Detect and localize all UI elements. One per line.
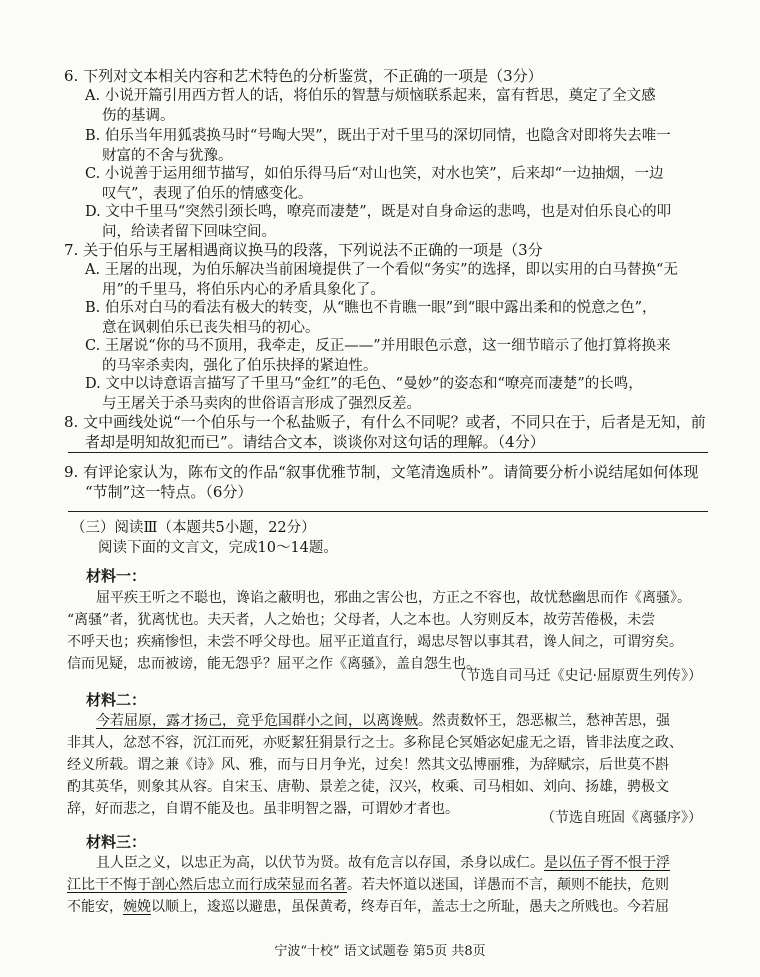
question-7-option-a [85, 260, 678, 300]
question-7-stem: 7. 关于伯乐与王屠相遇商议换马的段落，下列说法不正确的一项是（3分 [64, 241, 543, 259]
option-line-1: B. 伯乐对白马的看法有极大的转变，从“瞧也不肯瞧一眼”到“眼中露出柔和的悦意之色”， [85, 300, 657, 316]
material-2-line: 辞，好而悲之，自谓不能及也。虽非明智之器，可谓妙才者也。 [67, 801, 459, 817]
question-9-line-1: 9. 有评论家认为，陈布文的作品“叙事优雅节制，文笔清逸质朴”。请简要分析小说结尾如何体现 [64, 463, 699, 481]
material-2-title: 材料二： [86, 691, 147, 709]
question-7-option-c [85, 336, 671, 376]
option-line-1: C. 王屠说“你的马不顶用，我牵走，反正——”并用眼色示意，这一细节暗示了他打算将换来 [85, 338, 671, 354]
material-2-line: 经义所载。谓之兼《诗》风、雅，而与日月争光，过矣！然其文弘博丽雅，为辞赋宗，后世莫不斟 [67, 757, 669, 773]
section-3-heading: （三）阅读Ⅲ（本题共5小题，22分） [71, 520, 316, 536]
material-3-line-3-rest: 以顺上，逡巡以避患，虽保黄耇，终寿百年，盖志士之所耻，愚夫之所贱也。今若屈 [151, 899, 669, 915]
question-8-line-1: 8. 文中画线处说“一个伯乐与一个私盐贩子，有什么不同呢？或者，不同只在于，后者是无知，前 [64, 413, 706, 431]
page-footer: 宁波“十校” 语文试题卷 第5页 共8页 [274, 944, 486, 959]
question-7-option-b [85, 298, 657, 338]
question-7-option-d [85, 374, 643, 414]
material-2-line-1 [96, 710, 670, 732]
option-line-2: 与王屠关于杀马卖肉的世俗语言形成了强烈反差。 [102, 396, 421, 412]
option-line-1: A. 王屠的出现，为伯乐解决当前困境提供了一个看似“务实”的选择，即以实用的白马替换“无 [85, 262, 678, 278]
option-line-2: 用”的千里马，将伯乐内心的矛盾具象化了。 [102, 282, 385, 298]
material-2-line-1-rest: 。然责数怀王，怨恶椒兰，愁神苦思，强 [418, 713, 670, 729]
option-line-2: 叹气”，表现了伯乐的情感变化。 [102, 186, 313, 202]
material-3-underlined-sentence: 是以伍子胥不恨于浮 [544, 855, 670, 871]
question-6-option-c [85, 164, 664, 204]
option-line-2: 的马宰杀卖肉，强化了伯乐抉择的紧迫性。 [102, 358, 378, 374]
option-line-1: A. 小说开篇引用西方哲人的话，将伯乐的智慧与烦恼联系起来，富有哲思，奠定了全文感 [85, 88, 656, 104]
question-6-stem: 6. 下列对文本相关内容和艺术特色的分析鉴赏，不正确的一项是（3分） [64, 67, 543, 85]
option-line-2: 财富的不舍与犹豫。 [102, 148, 233, 164]
material-3-title: 材料三： [86, 833, 147, 851]
material-3-underlined-sentence: 江比干不悔于剖心然后忠立而行成荣显而名著 [67, 877, 347, 893]
material-1-title: 材料一： [86, 567, 147, 585]
material-1-line: 信而见疑，忠而被谤，能无怨乎？屈平之作《离骚》，盖自怨生也。 [67, 656, 480, 672]
material-3-line-3 [67, 896, 669, 918]
option-line-1: D. 文中千里马“突然引颈长鸣，嘹亮而凄楚”，既是对自身命运的悲鸣，也是对伯乐良心的叩 [85, 204, 672, 220]
question-6-option-d [85, 202, 671, 242]
question-8 [64, 412, 706, 452]
question-9 [64, 462, 698, 502]
option-line-2: 意在讽刺伯乐已丧失相马的初心。 [102, 320, 320, 336]
material-1-source: （节选自司马迁《史记·屈原贾生列传》） [452, 668, 702, 684]
option-line-1: B. 伯乐当年用狐裘换马时“号啕大哭”，既出于对千里马的深切同情，也隐含对即将失去唯一 [85, 128, 671, 144]
material-3-line-2-rest: 。若夫怀道以迷国，详愚而不言，颠则不能扶，危则 [347, 877, 669, 893]
answer-line [68, 511, 708, 512]
section-3-instruction: 阅读下面的文言文，完成10～14题。 [98, 540, 338, 556]
material-1-line: 屈平疾王听之不聪也，谗谄之蔽明也，邪曲之害公也，方正之不容也，故忧愁幽思而作《离骚》。 [96, 590, 691, 606]
option-line-2: 问，给读者留下回味空间。 [102, 224, 276, 240]
question-8-line-2: 者却是明知故犯而已”。请结合文本，谈谈你对这句话的理解。（4分） [85, 433, 545, 451]
material-1-line: “离骚”者，犹离忧也。夫天者，人之始也；父母者，人之本也。人穷则反本，故劳苦倦极，未尝 [67, 612, 656, 628]
material-3-line-3-text: 不能安， [67, 899, 123, 915]
material-3-line-1-text: 且人臣之义，以忠正为高，以伏节为贤。故有危言以存国，杀身以成仁。 [96, 855, 544, 871]
material-3-line-1 [96, 852, 670, 874]
option-line-1: D. 文中以诗意语言描写了千里马“金红”的毛色、“曼妙”的姿态和“嘹亮而凄楚”的长鸣， [85, 376, 643, 392]
material-2-source: （节选自班固《离骚序》） [541, 810, 702, 826]
material-3-underlined-word: 婉娩 [123, 899, 151, 915]
question-9-line-2: “节制”这一特点。（6分） [85, 483, 253, 501]
question-6-option-a [85, 86, 656, 126]
question-6-option-b [85, 126, 671, 166]
material-3-line-2 [67, 874, 669, 896]
material-2-line: 非其人，忿怼不容，沉江而死，亦贬絜狂狷景行之士。多称昆仑冥婚宓妃虚无之语，皆非法度之政、 [67, 735, 683, 751]
material-1-line: 不呼天也；疾痛惨怛，未尝不呼父母也。屈平正道直行，竭忠尽智以事其君，谗人间之，可谓穷矣。 [67, 634, 683, 650]
answer-line [68, 452, 708, 453]
material-2-line: 酌其英华，则象其从容。自宋玉、唐勒、景差之徒，汉兴，枚乘、司马相如、刘向、扬雄，骋极文 [67, 779, 669, 795]
material-2-underlined-sentence: 今若屈原，露才扬己，竞乎危国群小之间，以离谗贼 [96, 713, 418, 729]
option-line-1: C. 小说善于运用细节描写，如伯乐得马后“对山也笑，对水也笑”，后来却“一边抽烟，一边 [85, 166, 664, 182]
option-line-2: 伤的基调。 [102, 108, 175, 124]
